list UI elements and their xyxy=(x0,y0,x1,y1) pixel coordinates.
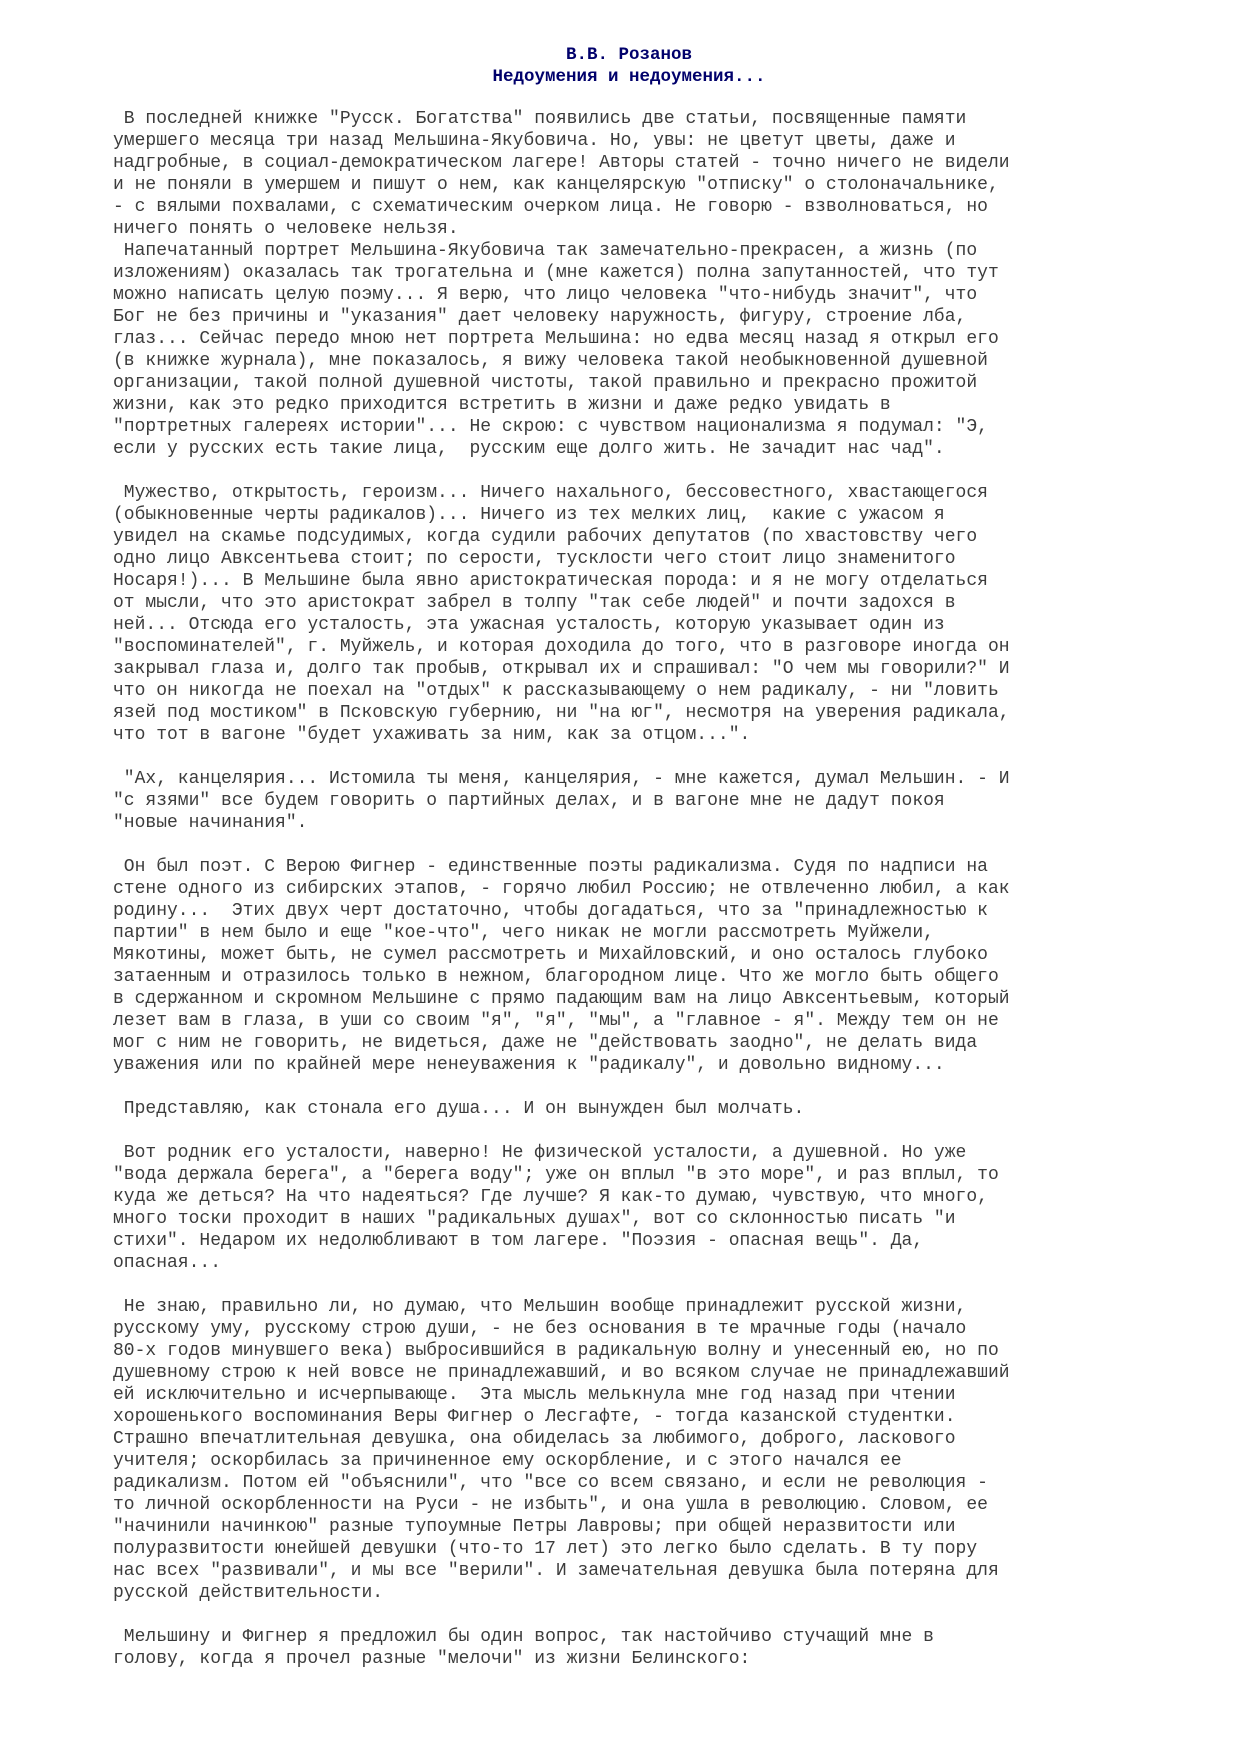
document-body xyxy=(113,108,1143,1670)
text-line: мог с ним не говорить, не видеться, даже не "действовать заодно", не делать вида xyxy=(113,1033,978,1053)
text-line: "новые начинания". xyxy=(113,813,308,833)
text-line: учителя; оскорбилась за причиненное ему оскорбление, и с этого начался ее xyxy=(113,1451,902,1471)
text-line: уважения или по крайней мере ненеуважения к "радикалу", и довольно видному... xyxy=(113,1055,945,1075)
text-line: умершего месяца три назад Мельшина-Якубовича. Но, увы: не цветут цветы, даже и xyxy=(113,131,956,151)
text-line: глаз... Сейчас передо мною нет портрета Мельшина: но едва месяц назад я открыл его xyxy=(113,329,999,349)
text-line: если у русских есть такие лица, русским еще долго жить. Не зачадит нас чад". xyxy=(113,439,945,459)
text-line: то личной оскорбленности на Руси - не избыть", и она ушла в революцию. Словом, ее xyxy=(113,1495,988,1515)
text-line: в сдержанном и скромном Мельшине с прямо падающим вам на лицо Авксентьевым, который xyxy=(113,989,1010,1009)
text-line: надгробные, в социал-демократическом лагере! Авторы статей - точно ничего не видели xyxy=(113,153,1010,173)
text-line: жизни, как это редко приходится встретить в жизни и даже редко увидать в xyxy=(113,395,891,415)
text-line: Вот родник его усталости, наверно! Не физической усталости, а душевной. Но уже xyxy=(113,1143,967,1163)
document-title: Недоумения и недоумения... xyxy=(492,67,766,87)
text-line: ней... Отсюда его усталость, эта ужасная усталость, которую указывает один из xyxy=(113,615,945,635)
text-line: Носаря!)... В Мельшине была явно аристократическая порода: и я не могу отделаться xyxy=(113,571,988,591)
paragraph xyxy=(113,1626,1143,1670)
document-page xyxy=(113,44,1143,1670)
text-line: Мужество, открытость, героизм... Ничего нахального, бессовестного, хвастающегося xyxy=(113,483,988,503)
text-line: опасная... xyxy=(113,1253,222,1273)
paragraph xyxy=(113,768,1143,834)
text-line: и не поняли в умершем и пишут о нем, как канцелярскую "отписку" о столоначальнике, xyxy=(113,175,999,195)
text-line: куда же деться? На что надеяться? Где лучше? Я как-то думаю, чувствую, что много, xyxy=(113,1187,988,1207)
text-line: (обыкновенные черты радикалов)... Ничего из тех мелких лиц, какие с ужасом я xyxy=(113,505,945,525)
text-line: русскому уму, русскому строю души, - не без основания в те мрачные годы (начало xyxy=(113,1319,967,1339)
paragraph xyxy=(113,1098,1143,1120)
text-line: "воспоминателей", г. Муйжель, и которая доходила до того, что в разговоре иногда он xyxy=(113,637,1010,657)
text-line: (в книжке журнала), мне показалось, я вижу человека такой необыкновенной душевной xyxy=(113,351,988,371)
text-line: Мякотины, может быть, не сумел рассмотреть и Михайловский, и оно осталось глубоко xyxy=(113,945,988,965)
text-line: изложениям) оказалась так трогательна и (мне кажется) полна запутанностей, что тут xyxy=(113,263,999,283)
text-line: "начинили начинкою" разные тупоумные Петры Лавровы; при общей неразвитости или xyxy=(113,1517,956,1537)
text-line: стихи". Недаром их недолюбливают в том лагере. "Поэзия - опасная вещь". Да, xyxy=(113,1231,924,1251)
paragraph xyxy=(113,108,1143,460)
text-line: что тот в вагоне "будет ухаживать за ним, как за отцом...". xyxy=(113,725,751,745)
text-line: закрывал глаза и, долго так пробыв, открывал их и спрашивал: "О чем мы говорили?" И xyxy=(113,659,1010,679)
text-line: хорошенького воспоминания Веры Фигнер о Лесгафте, - тогда казанской студентки. xyxy=(113,1407,956,1427)
text-line: "портретных галереях истории"... Не скрою: с чувством национализма я подумал: "Э, xyxy=(113,417,988,437)
text-line: можно написать целую поэму... Я верю, что лицо человека "что-нибудь значит", что xyxy=(113,285,978,305)
text-line: затаенным и отразилось только в нежном, благородном лице. Что же могло быть общего xyxy=(113,967,999,987)
text-line: голову, когда я прочел разные "мелочи" из жизни Белинского: xyxy=(113,1649,751,1669)
text-line: "вода держала берега", а "берега воду"; уже он вплыл "в это море", и раз вплыл, то xyxy=(113,1165,999,1185)
text-line: "Ах, канцелярия... Истомила ты меня, канцелярия, - мне кажется, думал Мельшин. - И xyxy=(113,769,1010,789)
paragraph xyxy=(113,1296,1143,1604)
text-line: Страшно впечатлительная девушка, она обиделась за любимого, доброго, ласкового xyxy=(113,1429,956,1449)
author-name: В.В. Розанов xyxy=(565,45,693,65)
paragraph xyxy=(113,856,1143,1076)
text-line: "с язями" все будем говорить о партийных делах, и в вагоне мне не дадут покоя xyxy=(113,791,945,811)
text-line: Мельшину и Фигнер я предложил бы один вопрос, так настойчиво стучащий мне в xyxy=(113,1627,934,1647)
text-line: русской действительности. xyxy=(113,1583,384,1603)
text-line: язей под мостиком" в Псковскую губернию, ни "на юг", несмотря на уверения радикала, xyxy=(113,703,1010,723)
text-line: 80-х годов минувшего века) выбросившийся в радикальную волну и унесенный ею, но по xyxy=(113,1341,999,1361)
text-line: ей исключительно и исчерпывающе. Эта мысль мелькнула мне год назад при чтении xyxy=(113,1385,956,1405)
text-line: родину... Этих двух черт достаточно, чтобы догадаться, что за "принадлежностью к xyxy=(113,901,988,921)
text-line: лезет вам в глаза, в уши со своим "я", "я", "мы", а "главное - я". Между тем он не xyxy=(113,1011,999,1031)
text-line: много тоски проходит в наших "радикальных душах", вот со склонностью писать "и xyxy=(113,1209,956,1229)
text-line: стене одного из сибирских этапов, - горячо любил Россию; не отвлеченно любил, а как xyxy=(113,879,1010,899)
text-line: одно лицо Авксентьева стоит; по серости, тусклости чего стоит лицо знаменитого xyxy=(113,549,956,569)
text-line: организации, такой полной душевной чистоты, такой правильно и прекрасно прожитой xyxy=(113,373,978,393)
text-line: увидел на скамье подсудимых, когда судили рабочих депутатов (по хвастовству чего xyxy=(113,527,978,547)
text-line: Не знаю, правильно ли, но думаю, что Мельшин вообще принадлежит русской жизни, xyxy=(113,1297,967,1317)
text-line: Он был поэт. С Верою Фигнер - единственные поэты радикализма. Судя по надписи на xyxy=(113,857,988,877)
text-line: полуразвитости юнейшей девушки (что-то 17 лет) это легко было сделать. В ту пору xyxy=(113,1539,978,1559)
paragraph xyxy=(113,1142,1143,1274)
text-line: что он никогда не поехал на "отдых" к рассказывающему о нем радикалу, - ни "ловить xyxy=(113,681,999,701)
text-line: радикализм. Потом ей "объяснили", что "все со всем связано, и если не революция - xyxy=(113,1473,988,1493)
text-line: душевному строю к ней вовсе не принадлежавший, и во всяком случае не принадлежавший xyxy=(113,1363,1010,1383)
text-line: В последней книжке "Русск. Богатства" появились две статьи, посвященные памяти xyxy=(113,109,967,129)
text-line: от мысли, что это аристократ забрел в толпу "так себе людей" и почти задохся в xyxy=(113,593,956,613)
text-line: партии" в нем было и еще "кое-что", чего никак не могли рассмотреть Муйжели, xyxy=(113,923,934,943)
text-line: Напечатанный портрет Мельшина-Якубовича так замечательно-прекрасен, а жизнь (по xyxy=(113,241,978,261)
document-header xyxy=(115,44,1143,88)
text-line: нас всех "развивали", и мы все "верили". И замечательная девушка была потеряна для xyxy=(113,1561,999,1581)
text-line: ничего понять о человеке нельзя. xyxy=(113,219,459,239)
text-line: - с вялыми похвалами, с схематическим очерком лица. Не говорю - взволноваться, но xyxy=(113,197,988,217)
paragraph xyxy=(113,482,1143,746)
text-line: Представляю, как стонала его душа... И он вынужден был молчать. xyxy=(113,1099,805,1119)
text-line: Бог не без причины и "указания" дает человеку наружность, фигуру, строение лба, xyxy=(113,307,967,327)
